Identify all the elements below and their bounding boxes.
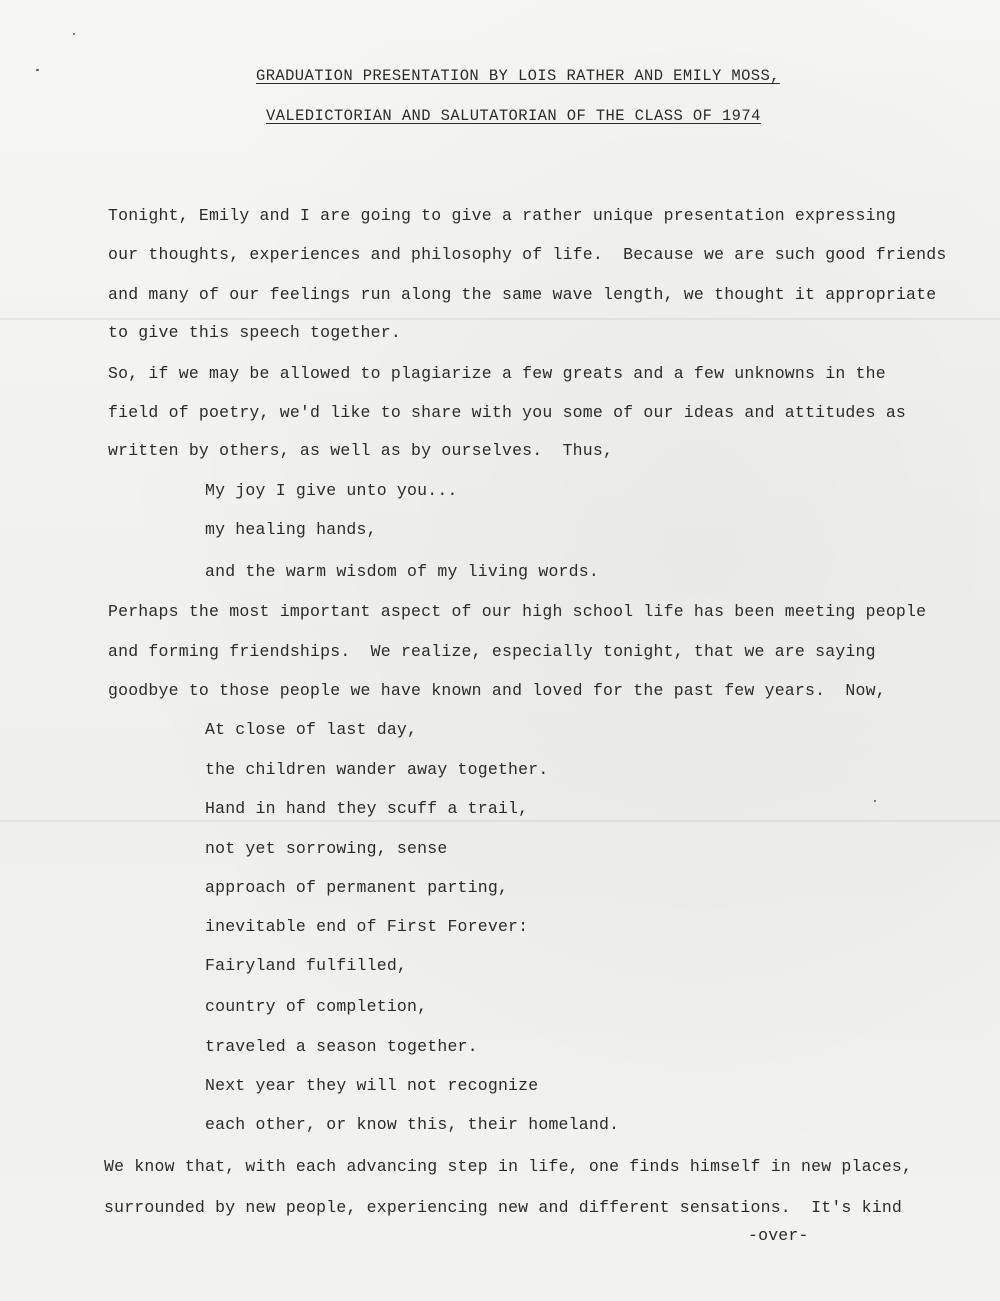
poem-line: country of completion,	[205, 997, 428, 1016]
poem-line: and the warm wisdom of my living words.	[205, 562, 599, 581]
text-line: and forming friendships. We realize, especially tonight, that we are saying	[108, 642, 876, 661]
poem-line: traveled a season together.	[205, 1037, 478, 1056]
poem-line: At close of last day,	[205, 720, 418, 739]
text-line: and many of our feelings run along the same wave length, we thought it appropriate	[108, 285, 937, 304]
document-title-line-1: GRADUATION PRESENTATION BY LOIS RATHER AND EMILY MOSS,	[256, 67, 780, 85]
paper-fold	[0, 820, 1000, 822]
poem-line: My joy I give unto you...	[205, 481, 458, 500]
poem-line: inevitable end of First Forever:	[205, 917, 529, 936]
ink-speck	[36, 69, 39, 71]
text-line: So, if we may be allowed to plagiarize a few greats and a few unknowns in the	[108, 364, 886, 383]
text-line: Tonight, Emily and I are going to give a rather unique presentation expressing	[108, 206, 896, 225]
poem-line: Hand in hand they scuff a trail,	[205, 799, 529, 818]
page-footer-over: -over-	[748, 1226, 809, 1245]
poem-line: each other, or know this, their homeland.	[205, 1115, 620, 1134]
poem-line: my healing hands,	[205, 520, 377, 539]
document-title-line-2: VALEDICTORIAN AND SALUTATORIAN OF THE CLASS OF 1974	[266, 107, 761, 125]
ink-speck	[73, 33, 75, 35]
poem-line: not yet sorrowing, sense	[205, 839, 448, 858]
paper-fold	[0, 318, 1000, 320]
poem-line: the children wander away together.	[205, 760, 549, 779]
text-line: to give this speech together.	[108, 323, 401, 342]
text-line: our thoughts, experiences and philosophy of life. Because we are such good friends	[108, 245, 947, 264]
poem-line: approach of permanent parting,	[205, 878, 509, 897]
text-line: field of poetry, we'd like to share with you some of our ideas and attitudes as	[108, 403, 907, 422]
text-line: goodbye to those people we have known and loved for the past few years. Now,	[108, 681, 886, 700]
text-line: We know that, with each advancing step in life, one finds himself in new places,	[104, 1157, 913, 1176]
text-line: Perhaps the most important aspect of our high school life has been meeting people	[108, 602, 927, 621]
ink-speck	[874, 800, 876, 802]
text-line: written by others, as well as by ourselves. Thus,	[108, 441, 614, 460]
poem-line: Next year they will not recognize	[205, 1076, 539, 1095]
poem-line: Fairyland fulfilled,	[205, 956, 408, 975]
text-line: surrounded by new people, experiencing new and different sensations. It's kind	[104, 1198, 903, 1217]
